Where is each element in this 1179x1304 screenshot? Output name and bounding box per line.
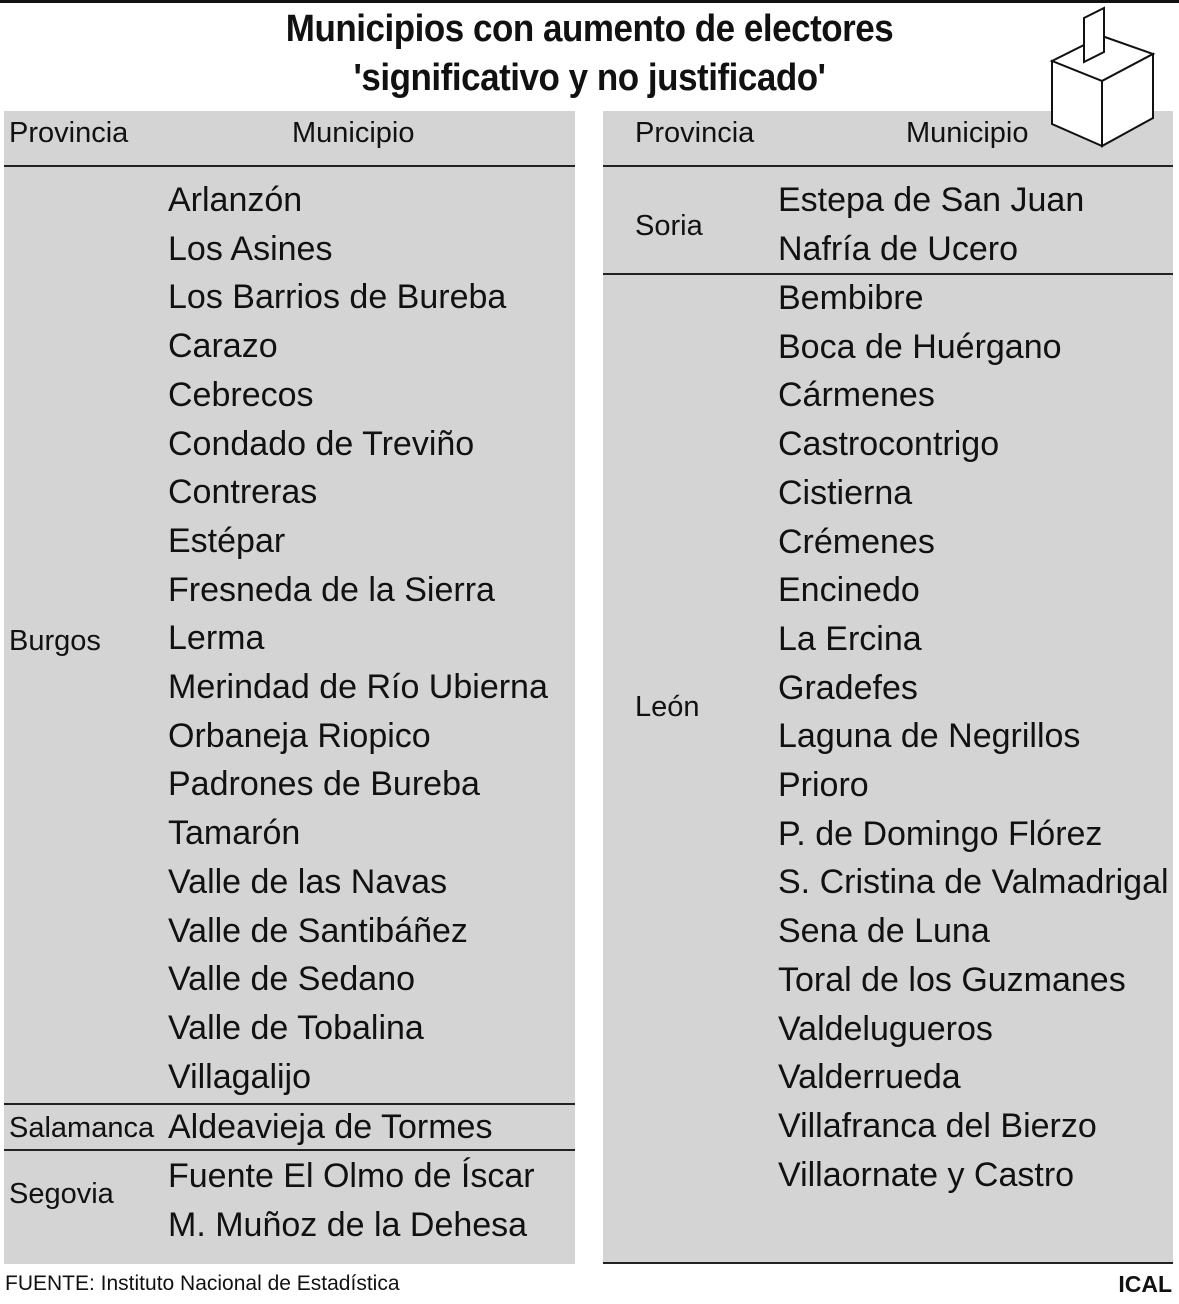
list-item: Crémenes bbox=[778, 522, 935, 561]
province-segovia: Segovia bbox=[9, 1178, 114, 1210]
province-salamanca: Salamanca bbox=[9, 1112, 155, 1144]
list-item: Gradefes bbox=[778, 668, 918, 707]
list-item: Laguna de Negrillos bbox=[778, 717, 1081, 756]
list-item: S. Cristina de Valmadrigal bbox=[778, 863, 1169, 902]
list-item: Fresneda de la Sierra bbox=[168, 570, 495, 609]
province-leon: León bbox=[635, 691, 700, 723]
list-item: Villagalijo bbox=[168, 1057, 312, 1096]
list-item: Villafranca del Bierzo bbox=[778, 1106, 1097, 1145]
list-item: Sena de Luna bbox=[778, 912, 990, 951]
list-item: Tamarón bbox=[168, 814, 301, 853]
right-header-municipio: Municipio bbox=[906, 117, 1029, 149]
top-rule bbox=[0, 0, 1179, 3]
segovia-municipality-list bbox=[168, 1152, 535, 1249]
bottom-rule bbox=[603, 1262, 1173, 1264]
list-item: Aldeavieja de Tormes bbox=[168, 1108, 493, 1146]
list-item: Orbaneja Riopico bbox=[168, 716, 431, 755]
salamanca-municipality-list bbox=[168, 1103, 492, 1152]
list-item: Encinedo bbox=[778, 571, 920, 610]
right-header-rule bbox=[603, 165, 1173, 167]
list-item: Los Barrios de Bureba bbox=[168, 278, 507, 317]
list-item: Lerma bbox=[168, 619, 265, 658]
list-item: Contreras bbox=[168, 473, 318, 512]
title-line-2: 'significativo y no justificado' bbox=[353, 57, 826, 99]
leon-municipality-list bbox=[778, 274, 1169, 1199]
soria-municipality-list bbox=[778, 176, 1084, 273]
list-item: Padrones de Bureba bbox=[168, 765, 480, 804]
burgos-municipality-list bbox=[168, 176, 548, 1101]
list-item: Estépar bbox=[168, 521, 286, 560]
credit-label: ICAL bbox=[1118, 1271, 1172, 1297]
list-item: Los Asines bbox=[168, 229, 333, 268]
left-header-provincia: Provincia bbox=[9, 117, 129, 149]
list-item: Valle de Tobalina bbox=[168, 1008, 424, 1047]
list-item: Valle de Sedano bbox=[168, 960, 416, 999]
right-header-provincia: Provincia bbox=[635, 117, 755, 149]
province-burgos: Burgos bbox=[9, 625, 101, 657]
list-item: Cistierna bbox=[778, 473, 913, 512]
list-item: Valle de las Navas bbox=[168, 862, 448, 901]
list-item: Nafría de Ucero bbox=[778, 229, 1018, 268]
list-item: Arlanzón bbox=[168, 181, 303, 219]
list-item: Fuente El Olmo de Íscar bbox=[168, 1157, 535, 1195]
list-item: Estepa de San Juan bbox=[778, 181, 1085, 219]
list-item: Toral de los Guzmanes bbox=[778, 960, 1126, 999]
list-item: La Ercina bbox=[778, 619, 922, 658]
list-item: Castrocontrigo bbox=[778, 425, 1000, 464]
list-item: Valderrueda bbox=[778, 1058, 961, 1097]
list-item: Cebrecos bbox=[168, 375, 314, 414]
list-item: Valle de Santibáñez bbox=[168, 911, 468, 950]
title-line-1: Municipios con aumento de electores bbox=[285, 8, 894, 50]
left-header-rule bbox=[4, 165, 575, 167]
ballot-box-icon bbox=[1040, 6, 1165, 148]
list-item: Boca de Huérgano bbox=[778, 327, 1062, 366]
list-item: Valdelugueros bbox=[778, 1009, 993, 1048]
list-item: Prioro bbox=[778, 766, 869, 805]
list-item: Villaornate y Castro bbox=[778, 1155, 1075, 1194]
list-item: Carazo bbox=[168, 327, 278, 366]
list-item: P. de Domingo Flórez bbox=[778, 814, 1103, 853]
list-item: M. Muñoz de la Dehesa bbox=[168, 1205, 528, 1244]
list-item: Condado de Treviño bbox=[168, 424, 475, 463]
group-divider bbox=[4, 1149, 575, 1151]
list-item: Cármenes bbox=[778, 376, 935, 415]
province-soria: Soria bbox=[635, 210, 703, 242]
list-item: Bembibre bbox=[778, 279, 924, 317]
list-item: Merindad de Río Ubierna bbox=[168, 668, 548, 707]
left-header-municipio: Municipio bbox=[292, 117, 415, 149]
source-note: FUENTE: Instituto Nacional de Estadística bbox=[5, 1272, 400, 1295]
